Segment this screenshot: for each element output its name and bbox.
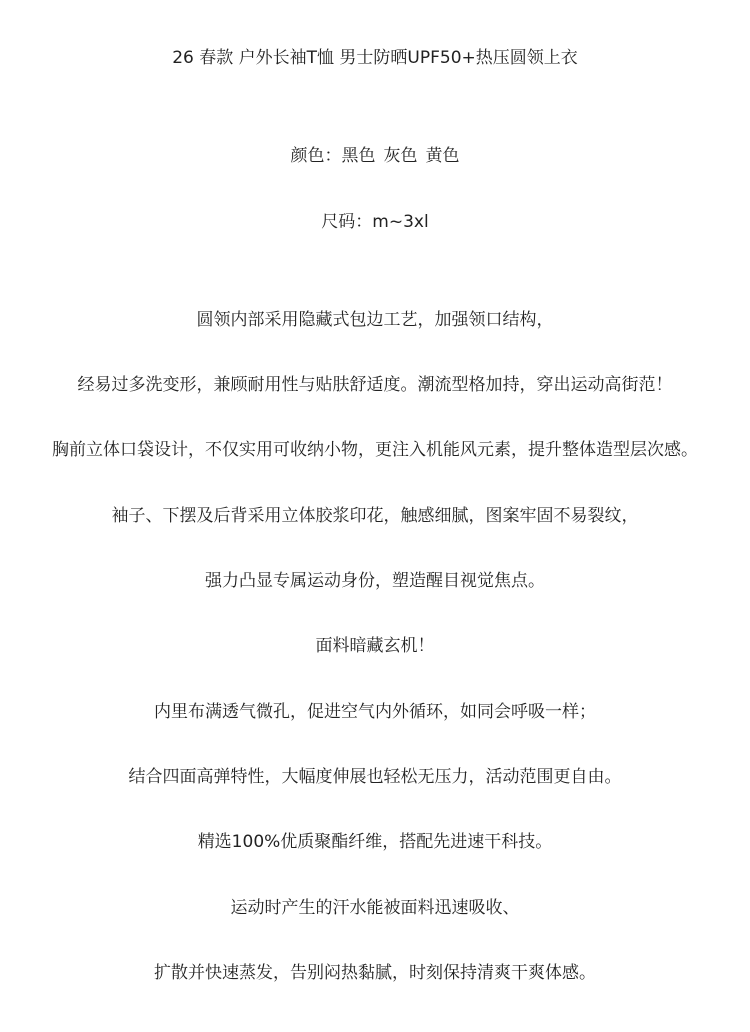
description-line: 袖子、下摆及后背采用立体胶浆印花，触感细腻，图案牢固不易裂纹，	[111, 506, 639, 526]
description-line: 强力凸显专属运动身份，塑造醒目视觉焦点。	[205, 571, 545, 591]
description-line: 结合四面高弹特性，大幅度伸展也轻松无压力，活动范围更自由。	[128, 767, 622, 787]
description-line: 精选100%优质聚酯纤维，搭配先进速干科技。	[197, 832, 553, 852]
description-line: 经易过多洗变形，兼顾耐用性与贴肤舒适度。潮流型格加持，穿出运动高街范！	[77, 375, 673, 395]
color-option-gray: 灰色	[383, 146, 418, 166]
color-label: 颜色：	[290, 146, 342, 166]
description-line: 运动时产生的汗水能被面料迅速吸收、	[230, 898, 520, 918]
product-title: 26 春款 户外长袖T恤 男士防晒UPF50+热压圆领上衣	[172, 48, 578, 68]
size-range	[0, 210, 750, 234]
description-line: 扩散并快速蒸发，告别闷热黏腻，时刻保持清爽干爽体感。	[154, 963, 596, 983]
color-options	[0, 144, 750, 168]
description-line: 面料暗藏玄机！	[315, 636, 435, 656]
description-line: 胸前立体口袋设计，不仅实用可收纳小物，更注入机能风元素，提升整体造型层次感。	[52, 440, 698, 460]
color-option-black: 黑色	[341, 146, 376, 166]
size-label: 尺码：	[321, 212, 373, 232]
size-value: m~3xl	[372, 212, 429, 232]
description-line: 内里布满透气微孔，促进空气内外循环，如同会呼吸一样；	[154, 702, 596, 722]
color-option-yellow: 黄色	[425, 146, 460, 166]
description-line: 圆领内部采用隐藏式包边工艺，加强领口结构，	[196, 310, 554, 330]
